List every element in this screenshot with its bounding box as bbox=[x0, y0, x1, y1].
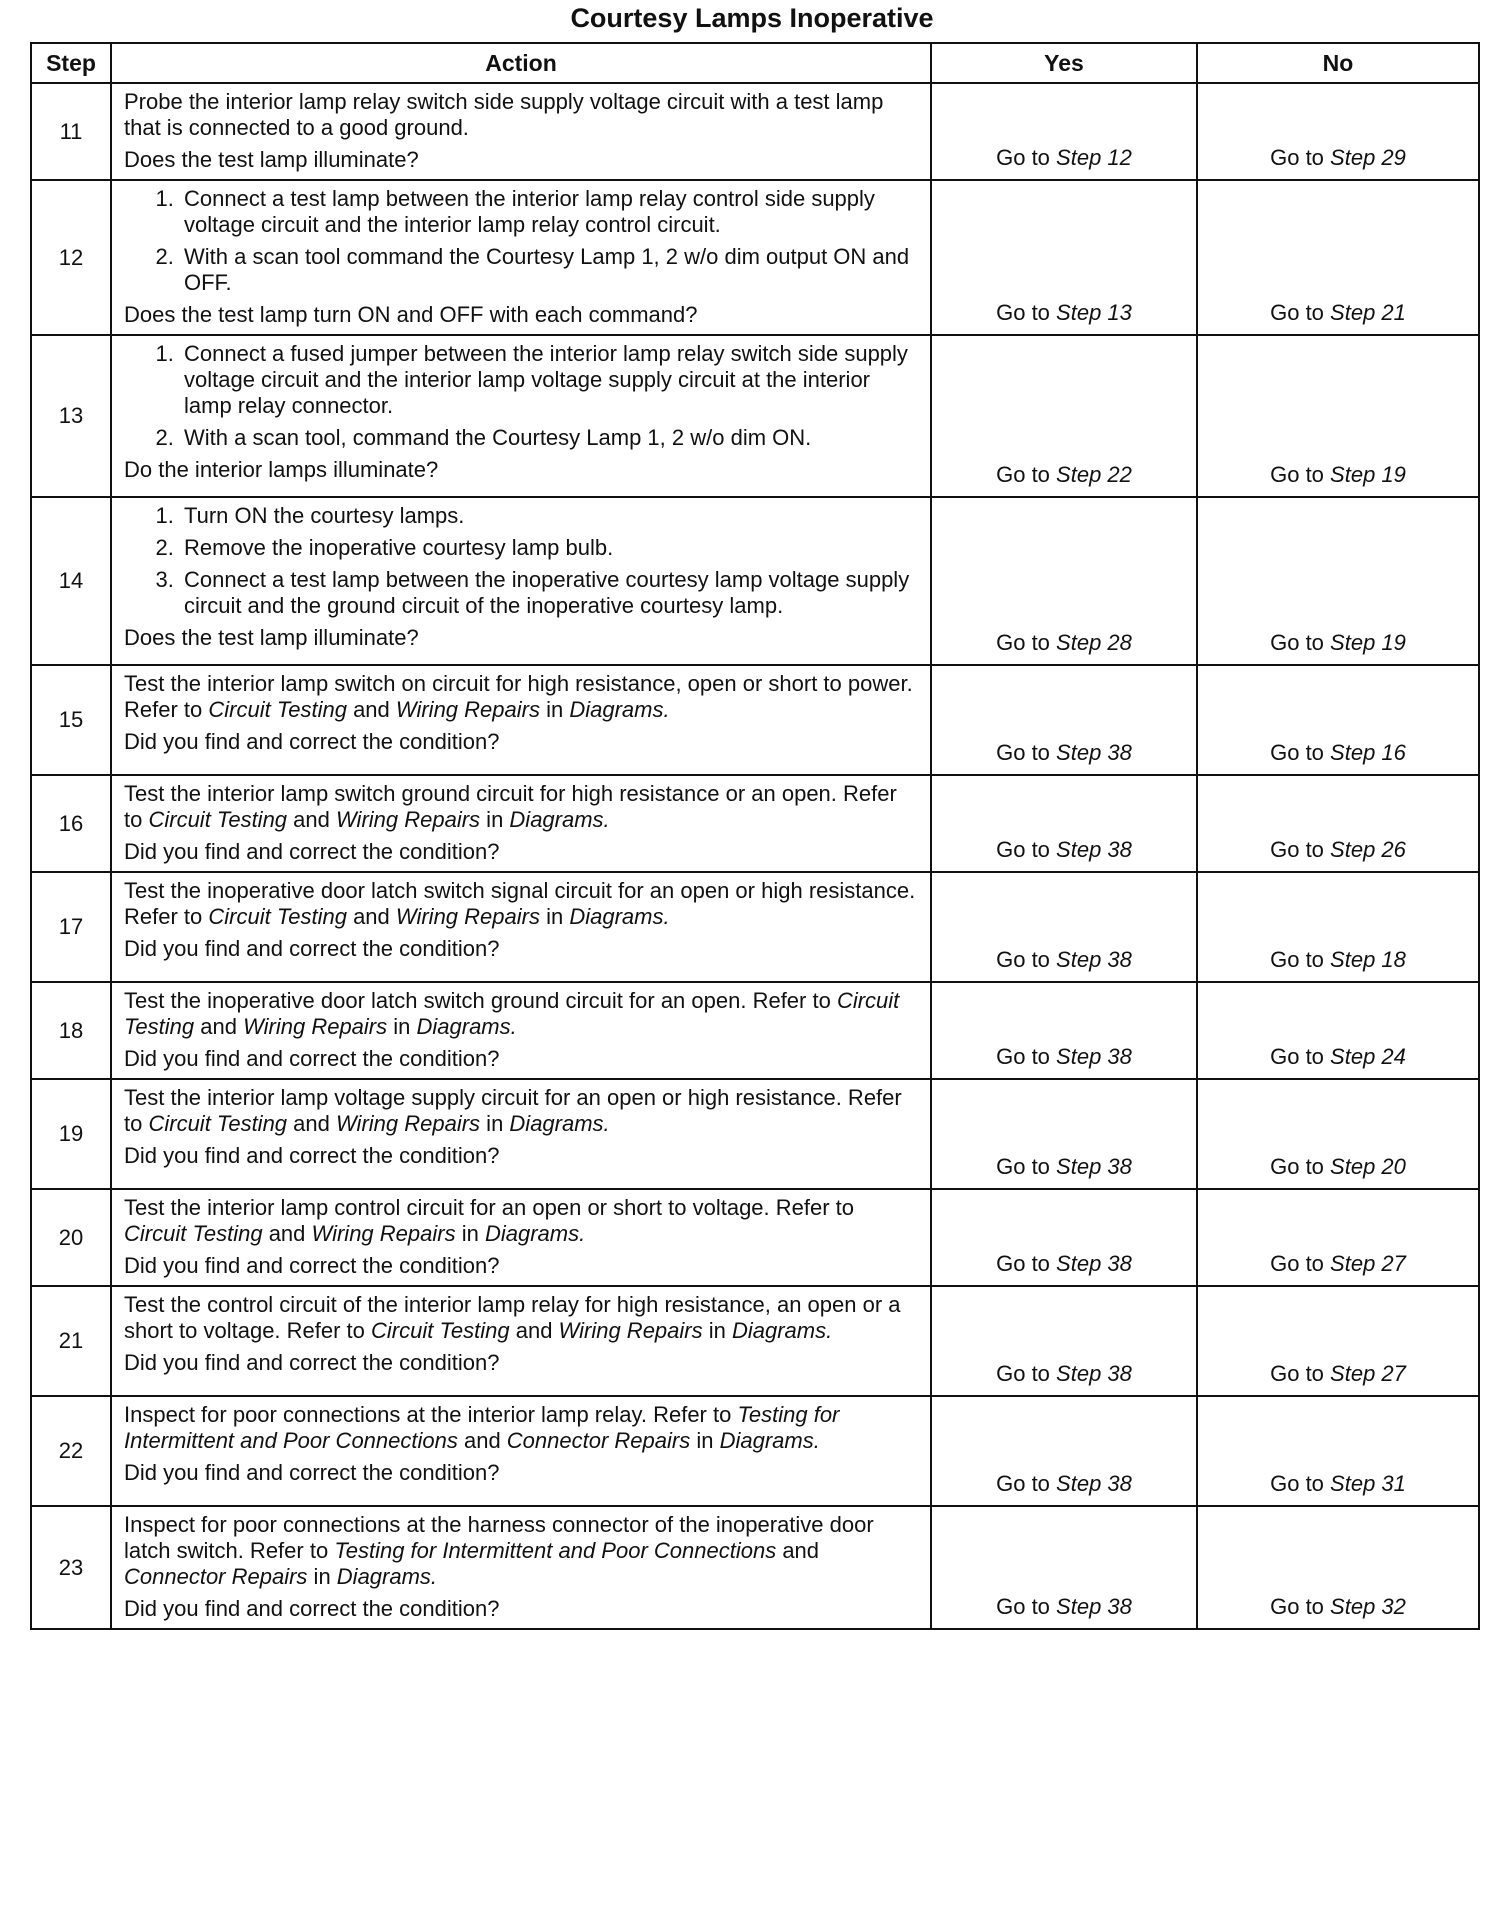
action-question: Did you find and correct the condition? bbox=[124, 1596, 500, 1621]
action-text-segment: in bbox=[387, 1014, 417, 1039]
action-cell bbox=[111, 1189, 931, 1286]
no-target: Step 20 bbox=[1330, 1154, 1406, 1179]
yes-target: Step 13 bbox=[1056, 300, 1132, 325]
action-reference: Diagrams. bbox=[719, 1428, 820, 1453]
yes-goto-label: Go to bbox=[996, 837, 1050, 862]
yes-goto-label: Go to bbox=[996, 740, 1050, 765]
table-row bbox=[31, 180, 1479, 335]
step-number: 12 bbox=[31, 180, 111, 335]
action-question: Did you find and correct the condition? bbox=[124, 936, 500, 961]
action-steps-list bbox=[124, 503, 920, 619]
yes-cell bbox=[931, 180, 1197, 335]
no-cell bbox=[1197, 180, 1479, 335]
action-question: Did you find and correct the condition? bbox=[124, 729, 500, 754]
table-row bbox=[31, 83, 1479, 180]
no-goto-label: Go to bbox=[1270, 1044, 1324, 1069]
action-question: Did you find and correct the condition? bbox=[124, 1460, 500, 1485]
table-row bbox=[31, 1396, 1479, 1506]
yes-goto-label: Go to bbox=[996, 1594, 1050, 1619]
diagnostic-table bbox=[30, 42, 1480, 1630]
step-number: 19 bbox=[31, 1079, 111, 1189]
action-cell bbox=[111, 1396, 931, 1506]
no-goto-label: Go to bbox=[1270, 145, 1324, 170]
action-step-item: 2. With a scan tool, command the Courtesy Lamp 1, 2 w/o dim ON. bbox=[180, 425, 920, 451]
no-goto-label: Go to bbox=[1270, 1361, 1324, 1386]
action-reference: Wiring Repairs bbox=[335, 1111, 481, 1136]
no-cell bbox=[1197, 775, 1479, 872]
action-reference: Diagrams. bbox=[509, 807, 610, 832]
yes-cell bbox=[931, 83, 1197, 180]
header-yes: Yes bbox=[931, 43, 1197, 83]
action-reference: Circuit Testing bbox=[124, 988, 900, 1039]
action-question: Does the test lamp illuminate? bbox=[124, 147, 419, 172]
yes-goto-label: Go to bbox=[996, 1361, 1050, 1386]
yes-goto-label: Go to bbox=[996, 1154, 1050, 1179]
yes-target: Step 28 bbox=[1056, 630, 1132, 655]
no-goto-label: Go to bbox=[1270, 1251, 1324, 1276]
no-target: Step 26 bbox=[1330, 837, 1406, 862]
yes-target: Step 38 bbox=[1056, 1044, 1132, 1069]
action-text-segment: and bbox=[457, 1428, 507, 1453]
action-steps-list bbox=[124, 186, 920, 296]
yes-goto-label: Go to bbox=[996, 1471, 1050, 1496]
yes-cell bbox=[931, 497, 1197, 665]
header-action: Action bbox=[111, 43, 931, 83]
step-number: 15 bbox=[31, 665, 111, 775]
no-target: Step 32 bbox=[1330, 1594, 1406, 1619]
no-target: Step 27 bbox=[1330, 1361, 1406, 1386]
table-row bbox=[31, 1506, 1479, 1629]
action-question: Did you find and correct the condition? bbox=[124, 1350, 500, 1375]
yes-goto-label: Go to bbox=[996, 145, 1050, 170]
action-text-segment: in bbox=[539, 697, 570, 722]
step-number: 14 bbox=[31, 497, 111, 665]
yes-target: Step 38 bbox=[1056, 1251, 1132, 1276]
table-header-row bbox=[31, 43, 1479, 83]
action-reference: Diagrams. bbox=[336, 1564, 438, 1589]
table-row bbox=[31, 872, 1479, 982]
no-cell bbox=[1197, 1286, 1479, 1396]
table-row bbox=[31, 982, 1479, 1079]
step-number: 11 bbox=[31, 83, 111, 180]
table-row bbox=[31, 775, 1479, 872]
yes-target: Step 12 bbox=[1056, 145, 1132, 170]
step-number: 21 bbox=[31, 1286, 111, 1396]
action-text bbox=[124, 1292, 920, 1344]
no-target: Step 31 bbox=[1330, 1471, 1406, 1496]
action-step-item: 1. Connect a test lamp between the interior lamp relay control side supply voltage circuit and the interior lamp relay control circuit. bbox=[180, 186, 920, 238]
action-text-segment: Test the interior lamp voltage supply circuit for an open or high resistance. Refer to bbox=[124, 1085, 902, 1136]
header-step: Step bbox=[31, 43, 111, 83]
action-text-segment: Test the interior lamp control circuit for an open or short to voltage. Refer to bbox=[124, 1195, 855, 1220]
action-step-item: 1. Connect a fused jumper between the interior lamp relay switch side supply voltage circuit and the interior lamp voltage supply circuit at the interior lamp relay connector. bbox=[180, 341, 920, 419]
action-text-segment: and bbox=[776, 1538, 820, 1563]
header-no: No bbox=[1197, 43, 1479, 83]
no-target: Step 19 bbox=[1330, 630, 1406, 655]
yes-cell bbox=[931, 872, 1197, 982]
no-target: Step 24 bbox=[1330, 1044, 1406, 1069]
yes-goto-label: Go to bbox=[996, 947, 1050, 972]
action-question: Does the test lamp turn ON and OFF with each command? bbox=[124, 302, 698, 327]
yes-cell bbox=[931, 335, 1197, 497]
yes-target: Step 38 bbox=[1056, 1361, 1132, 1386]
action-cell bbox=[111, 83, 931, 180]
yes-target: Step 38 bbox=[1056, 1154, 1132, 1179]
table-row bbox=[31, 1079, 1479, 1189]
step-number: 13 bbox=[31, 335, 111, 497]
action-text-segment: in bbox=[480, 1111, 510, 1136]
yes-goto-label: Go to bbox=[996, 1251, 1050, 1276]
action-step-item: 2. With a scan tool command the Courtesy Lamp 1, 2 w/o dim output ON and OFF. bbox=[180, 244, 920, 296]
action-question: Did you find and correct the condition? bbox=[124, 839, 500, 864]
action-text-segment: Test the inoperative door latch switch ground circuit for an open. Refer to bbox=[124, 988, 837, 1013]
yes-cell bbox=[931, 982, 1197, 1079]
action-cell bbox=[111, 665, 931, 775]
action-question: Does the test lamp illuminate? bbox=[124, 625, 419, 650]
yes-target: Step 38 bbox=[1056, 837, 1132, 862]
action-cell bbox=[111, 1506, 931, 1629]
action-reference: Diagrams. bbox=[484, 1221, 586, 1246]
no-goto-label: Go to bbox=[1270, 630, 1324, 655]
no-cell bbox=[1197, 497, 1479, 665]
step-number: 18 bbox=[31, 982, 111, 1079]
yes-cell bbox=[931, 775, 1197, 872]
action-cell bbox=[111, 1079, 931, 1189]
no-cell bbox=[1197, 335, 1479, 497]
yes-target: Step 38 bbox=[1056, 947, 1132, 972]
action-reference: Connector Repairs bbox=[124, 1564, 308, 1589]
action-reference: Circuit Testing bbox=[148, 1111, 288, 1136]
action-reference: Circuit Testing bbox=[371, 1318, 510, 1343]
table-row bbox=[31, 497, 1479, 665]
action-reference: Testing for Intermittent and Poor Connections bbox=[334, 1538, 777, 1563]
yes-cell bbox=[931, 1079, 1197, 1189]
no-goto-label: Go to bbox=[1270, 837, 1324, 862]
action-text bbox=[124, 89, 920, 141]
action-text-segment: Probe the interior lamp relay switch side supply voltage circuit with a test lamp that is connected to a good ground. bbox=[124, 89, 884, 140]
action-reference: Circuit Testing bbox=[208, 904, 347, 929]
action-reference: Wiring Repairs bbox=[335, 807, 481, 832]
no-cell bbox=[1197, 1396, 1479, 1506]
action-text-segment: and bbox=[346, 904, 396, 929]
action-cell bbox=[111, 497, 931, 665]
action-text-segment: and bbox=[287, 807, 336, 832]
action-step-item: 3. Connect a test lamp between the inoperative courtesy lamp voltage supply circuit and the ground circuit of the inoperative courtesy lamp. bbox=[180, 567, 920, 619]
step-number: 16 bbox=[31, 775, 111, 872]
yes-target: Step 38 bbox=[1056, 1594, 1132, 1619]
no-target: Step 21 bbox=[1330, 300, 1406, 325]
table-row bbox=[31, 1189, 1479, 1286]
no-goto-label: Go to bbox=[1270, 1154, 1324, 1179]
action-reference: Testing for Intermittent and Poor Connections bbox=[124, 1402, 840, 1453]
yes-cell bbox=[931, 1189, 1197, 1286]
action-reference: Wiring Repairs bbox=[243, 1014, 388, 1039]
step-number: 20 bbox=[31, 1189, 111, 1286]
no-target: Step 16 bbox=[1330, 740, 1406, 765]
action-reference: Diagrams. bbox=[509, 1111, 610, 1136]
no-goto-label: Go to bbox=[1270, 300, 1324, 325]
action-text-segment: in bbox=[455, 1221, 485, 1246]
no-cell bbox=[1197, 1189, 1479, 1286]
action-text-segment: Inspect for poor connections at the harness connector of the inoperative door latch switch. Refer to bbox=[124, 1512, 874, 1563]
no-cell bbox=[1197, 83, 1479, 180]
step-number: 17 bbox=[31, 872, 111, 982]
action-text-segment: and bbox=[346, 697, 396, 722]
action-text bbox=[124, 1402, 920, 1454]
yes-goto-label: Go to bbox=[996, 300, 1050, 325]
action-cell bbox=[111, 872, 931, 982]
action-text-segment: Test the interior lamp switch on circuit for high resistance, open or short to power. Refer to bbox=[124, 671, 913, 722]
action-text bbox=[124, 1195, 920, 1247]
action-text-segment: and bbox=[262, 1221, 312, 1246]
action-text bbox=[124, 988, 920, 1040]
step-number: 23 bbox=[31, 1506, 111, 1629]
action-text-segment: Test the control circuit of the interior lamp relay for high resistance, an open or a short to voltage. Refer to bbox=[124, 1292, 901, 1343]
no-goto-label: Go to bbox=[1270, 1594, 1324, 1619]
action-text bbox=[124, 1085, 920, 1137]
no-cell bbox=[1197, 665, 1479, 775]
no-target: Step 19 bbox=[1330, 462, 1406, 487]
action-text-segment: and bbox=[287, 1111, 336, 1136]
action-text-segment: and bbox=[194, 1014, 244, 1039]
no-goto-label: Go to bbox=[1270, 947, 1324, 972]
action-text-segment: in bbox=[480, 807, 510, 832]
yes-goto-label: Go to bbox=[996, 462, 1050, 487]
action-question: Do the interior lamps illuminate? bbox=[124, 457, 439, 482]
no-cell bbox=[1197, 1079, 1479, 1189]
action-text-segment: in bbox=[307, 1564, 337, 1589]
action-text-segment: Test the interior lamp switch ground circuit for high resistance or an open. Refer to bbox=[124, 781, 897, 832]
action-cell bbox=[111, 180, 931, 335]
action-question: Did you find and correct the condition? bbox=[124, 1253, 500, 1278]
no-target: Step 27 bbox=[1330, 1251, 1406, 1276]
table-row bbox=[31, 665, 1479, 775]
action-text bbox=[124, 671, 920, 723]
action-cell bbox=[111, 982, 931, 1079]
action-reference: Wiring Repairs bbox=[395, 904, 540, 929]
action-question: Did you find and correct the condition? bbox=[124, 1143, 500, 1168]
action-text bbox=[124, 878, 920, 930]
action-reference: Connector Repairs bbox=[506, 1428, 691, 1453]
action-reference: Diagrams. bbox=[569, 697, 670, 722]
action-reference: Diagrams. bbox=[731, 1318, 833, 1343]
action-text-segment: Inspect for poor connections at the interior lamp relay. Refer to bbox=[124, 1402, 738, 1427]
yes-cell bbox=[931, 1506, 1197, 1629]
action-reference: Diagrams. bbox=[569, 904, 670, 929]
yes-target: Step 22 bbox=[1056, 462, 1132, 487]
action-question: Did you find and correct the condition? bbox=[124, 1046, 500, 1071]
yes-cell bbox=[931, 665, 1197, 775]
action-reference: Wiring Repairs bbox=[311, 1221, 456, 1246]
action-reference: Wiring Repairs bbox=[558, 1318, 703, 1343]
yes-cell bbox=[931, 1396, 1197, 1506]
action-reference: Diagrams. bbox=[416, 1014, 517, 1039]
action-text-segment: in bbox=[690, 1428, 720, 1453]
action-reference: Wiring Repairs bbox=[395, 697, 540, 722]
action-cell bbox=[111, 1286, 931, 1396]
no-target: Step 29 bbox=[1330, 145, 1406, 170]
yes-goto-label: Go to bbox=[996, 1044, 1050, 1069]
action-reference: Circuit Testing bbox=[208, 697, 347, 722]
no-target: Step 18 bbox=[1330, 947, 1406, 972]
action-steps-list bbox=[124, 341, 920, 451]
yes-target: Step 38 bbox=[1056, 1471, 1132, 1496]
step-number: 22 bbox=[31, 1396, 111, 1506]
action-text bbox=[124, 1512, 920, 1590]
no-cell bbox=[1197, 982, 1479, 1079]
action-reference: Circuit Testing bbox=[148, 807, 288, 832]
no-goto-label: Go to bbox=[1270, 1471, 1324, 1496]
no-cell bbox=[1197, 872, 1479, 982]
yes-cell bbox=[931, 1286, 1197, 1396]
page-title: Courtesy Lamps Inoperative bbox=[570, 3, 934, 33]
yes-target: Step 38 bbox=[1056, 740, 1132, 765]
action-step-item: 2. Remove the inoperative courtesy lamp bulb. bbox=[180, 535, 920, 561]
no-cell bbox=[1197, 1506, 1479, 1629]
table-row bbox=[31, 335, 1479, 497]
yes-goto-label: Go to bbox=[996, 630, 1050, 655]
action-step-item: 1. Turn ON the courtesy lamps. bbox=[180, 503, 920, 529]
action-text-segment: Test the inoperative door latch switch signal circuit for an open or high resistance. Refer to bbox=[124, 878, 916, 929]
table-row bbox=[31, 1286, 1479, 1396]
no-goto-label: Go to bbox=[1270, 462, 1324, 487]
action-text bbox=[124, 781, 920, 833]
action-reference: Circuit Testing bbox=[124, 1221, 263, 1246]
no-goto-label: Go to bbox=[1270, 740, 1324, 765]
action-cell bbox=[111, 775, 931, 872]
action-text-segment: and bbox=[509, 1318, 559, 1343]
action-text-segment: in bbox=[702, 1318, 732, 1343]
action-cell bbox=[111, 335, 931, 497]
action-text-segment: in bbox=[539, 904, 570, 929]
